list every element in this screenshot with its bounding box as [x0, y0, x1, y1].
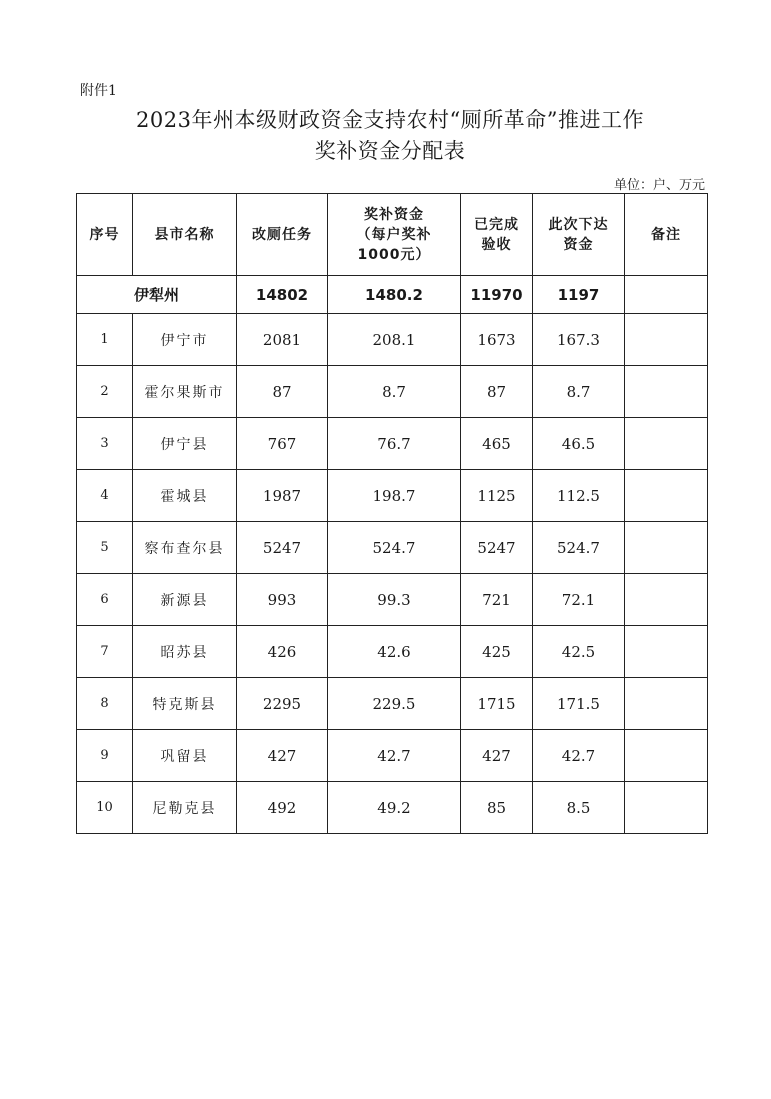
header-remark: 备注 [625, 194, 708, 276]
total-row [77, 276, 708, 314]
cell-task: 2295 [237, 678, 328, 730]
cell-accepted: 87 [461, 366, 533, 418]
cell-remark [625, 730, 708, 782]
cell-issued: 524.7 [533, 522, 625, 574]
cell-accepted: 465 [461, 418, 533, 470]
cell-seq: 4 [77, 470, 133, 522]
total-label: 伊犁州 [77, 276, 237, 314]
total-reward: 1480.2 [328, 276, 461, 314]
cell-remark [625, 678, 708, 730]
cell-county: 霍城县 [133, 470, 237, 522]
table-row [77, 730, 708, 782]
cell-seq: 7 [77, 626, 133, 678]
cell-issued: 8.5 [533, 782, 625, 834]
cell-task: 767 [237, 418, 328, 470]
table-row [77, 314, 708, 366]
cell-county: 特克斯县 [133, 678, 237, 730]
header-accepted [461, 194, 533, 276]
cell-county: 察布查尔县 [133, 522, 237, 574]
cell-accepted: 1673 [461, 314, 533, 366]
cell-issued: 46.5 [533, 418, 625, 470]
table-row [77, 470, 708, 522]
header-issued-line1: 此次下达 [548, 216, 609, 233]
unit-label: 单位：户、万元 [613, 178, 705, 193]
table-row [77, 678, 708, 730]
table-row [77, 626, 708, 678]
cell-issued: 167.3 [533, 314, 625, 366]
cell-accepted: 1125 [461, 470, 533, 522]
cell-task: 87 [237, 366, 328, 418]
cell-remark [625, 366, 708, 418]
header-reward [328, 194, 461, 276]
cell-seq: 1 [77, 314, 133, 366]
cell-county: 巩留县 [133, 730, 237, 782]
cell-reward: 99.3 [328, 574, 461, 626]
cell-county: 霍尔果斯市 [133, 366, 237, 418]
cell-reward: 8.7 [328, 366, 461, 418]
document-subtitle: 奖补资金分配表 [314, 139, 466, 163]
total-task: 14802 [237, 276, 328, 314]
header-accepted-line1: 已完成 [474, 216, 519, 233]
document-title: 2023年州本级财政资金支持农村“厕所革命”推进工作 [136, 108, 644, 132]
cell-accepted: 721 [461, 574, 533, 626]
cell-issued: 112.5 [533, 470, 625, 522]
cell-county: 新源县 [133, 574, 237, 626]
header-reward-line3: 1000元） [357, 246, 431, 263]
cell-reward: 208.1 [328, 314, 461, 366]
cell-accepted: 425 [461, 626, 533, 678]
cell-accepted: 5247 [461, 522, 533, 574]
cell-reward: 49.2 [328, 782, 461, 834]
cell-accepted: 427 [461, 730, 533, 782]
cell-remark [625, 418, 708, 470]
cell-seq: 5 [77, 522, 133, 574]
header-county: 县市名称 [133, 194, 237, 276]
table-row [77, 782, 708, 834]
cell-issued: 42.5 [533, 626, 625, 678]
header-reward-line1: 奖补资金 [364, 206, 424, 223]
cell-issued: 171.5 [533, 678, 625, 730]
cell-reward: 229.5 [328, 678, 461, 730]
header-task: 改厕任务 [237, 194, 328, 276]
total-issued: 1197 [533, 276, 625, 314]
cell-issued: 8.7 [533, 366, 625, 418]
table-row [77, 366, 708, 418]
total-remark [625, 276, 708, 314]
table-row [77, 574, 708, 626]
cell-task: 2081 [237, 314, 328, 366]
cell-issued: 72.1 [533, 574, 625, 626]
cell-county: 伊宁市 [133, 314, 237, 366]
cell-task: 427 [237, 730, 328, 782]
cell-county: 昭苏县 [133, 626, 237, 678]
table-row [77, 522, 708, 574]
cell-remark [625, 782, 708, 834]
cell-reward: 76.7 [328, 418, 461, 470]
table-header-row [77, 194, 708, 276]
cell-county: 尼勒克县 [133, 782, 237, 834]
cell-seq: 8 [77, 678, 133, 730]
cell-issued: 42.7 [533, 730, 625, 782]
cell-accepted: 1715 [461, 678, 533, 730]
cell-remark [625, 522, 708, 574]
cell-accepted: 85 [461, 782, 533, 834]
header-reward-line2: （每户奖补 [356, 226, 432, 243]
cell-remark [625, 314, 708, 366]
cell-reward: 198.7 [328, 470, 461, 522]
cell-task: 426 [237, 626, 328, 678]
cell-seq: 2 [77, 366, 133, 418]
total-accepted: 11970 [461, 276, 533, 314]
cell-reward: 42.6 [328, 626, 461, 678]
cell-seq: 3 [77, 418, 133, 470]
cell-seq: 9 [77, 730, 133, 782]
header-issued-line2: 资金 [563, 236, 594, 253]
cell-task: 1987 [237, 470, 328, 522]
header-seq: 序号 [77, 194, 133, 276]
table-row [77, 418, 708, 470]
cell-seq: 10 [77, 782, 133, 834]
attachment-label: 附件1 [80, 83, 117, 99]
cell-reward: 42.7 [328, 730, 461, 782]
cell-county: 伊宁县 [133, 418, 237, 470]
header-issued [533, 194, 625, 276]
cell-reward: 524.7 [328, 522, 461, 574]
cell-task: 492 [237, 782, 328, 834]
cell-task: 993 [237, 574, 328, 626]
cell-remark [625, 470, 708, 522]
allocation-table [76, 193, 708, 834]
cell-task: 5247 [237, 522, 328, 574]
header-accepted-line2: 验收 [481, 236, 512, 253]
cell-remark [625, 626, 708, 678]
cell-remark [625, 574, 708, 626]
cell-seq: 6 [77, 574, 133, 626]
